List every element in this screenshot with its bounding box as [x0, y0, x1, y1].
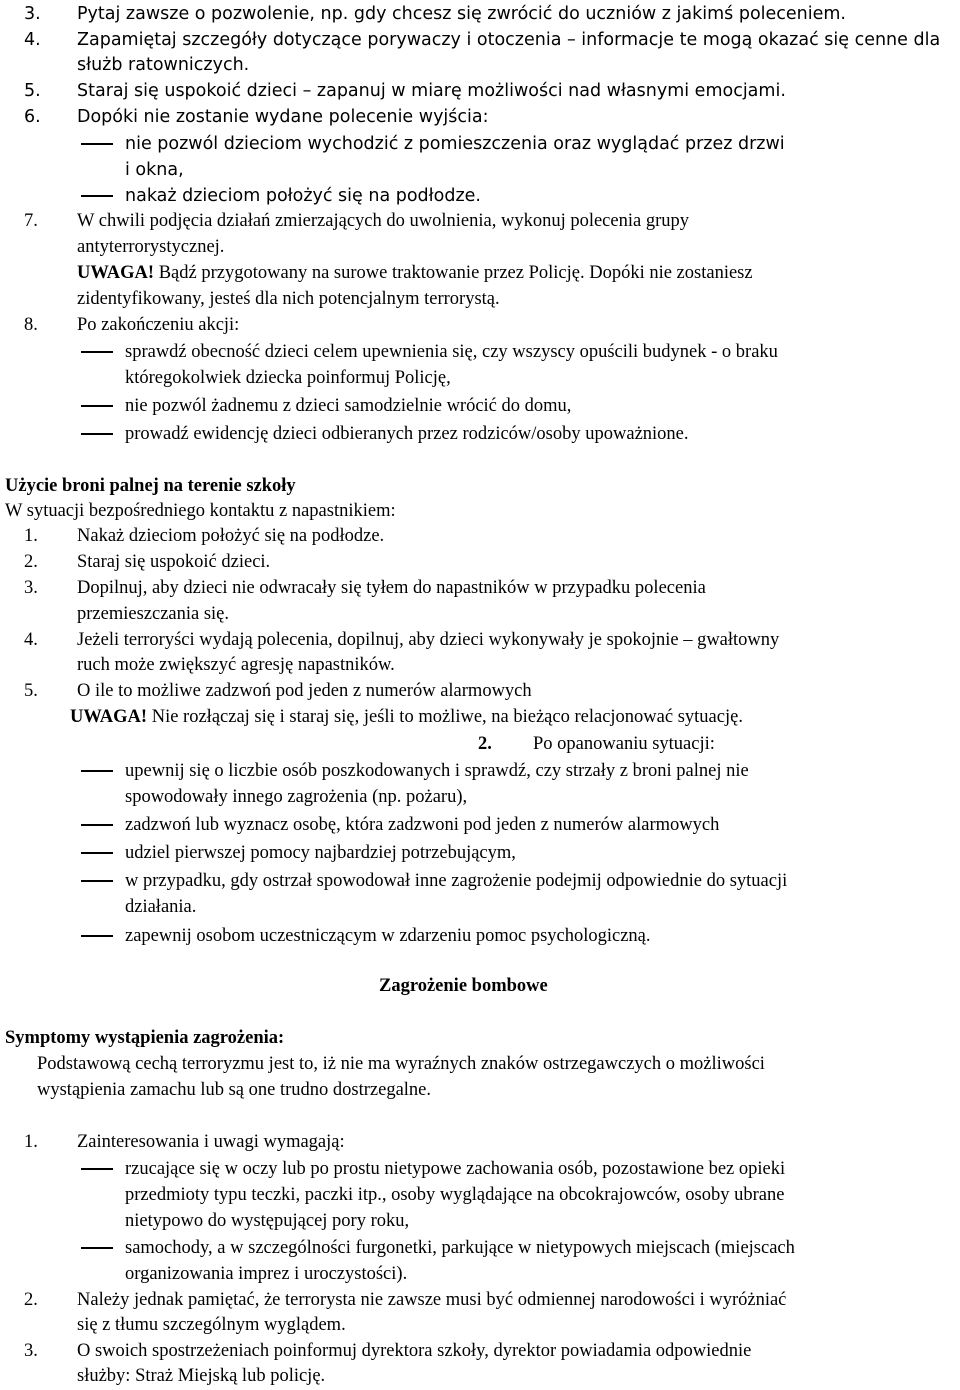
- list-number: 3.: [24, 578, 38, 598]
- warning-text: Nie rozłączaj się i staraj się, jeśli to możliwe, na bieżąco relacjonować sytuację.: [151, 707, 743, 727]
- bullet-dash: [81, 1247, 113, 1249]
- list-item-text: Zainteresowania i uwagi wymagają:: [77, 1132, 345, 1152]
- bullet-text: nie pozwól dzieciom wychodzić z pomieszczenia oraz wyglądać przez drzwi: [125, 134, 785, 154]
- bullet-text: nietypowo do występującej pory roku,: [125, 1211, 410, 1231]
- section-title: Zagrożenie bombowe: [379, 976, 548, 996]
- bullet-text: samochody, a w szczególności furgonetki, parkujące w nietypowych miejscach (miejscach: [125, 1238, 795, 1258]
- bullet-text: działania.: [125, 897, 197, 917]
- section-intro: W sytuacji bezpośredniego kontaktu z napastnikiem:: [5, 501, 396, 521]
- list-number: 7.: [24, 211, 38, 231]
- warning-text: zidentyfikowany, jesteś dla nich potencjalnym terrorystą.: [77, 289, 500, 309]
- list-item-text: przemieszczania się.: [77, 604, 230, 624]
- list-item-text: Dopóki nie zostanie wydane polecenie wyjścia:: [77, 107, 489, 127]
- list-number: 3.: [24, 4, 41, 24]
- bullet-text: udziel pierwszej pomocy najbardziej potrzebującym,: [125, 843, 516, 863]
- list-item-text: Staraj się uspokoić dzieci – zapanuj w miarę możliwości nad własnymi emocjami.: [77, 81, 786, 101]
- warning-text: Bądź przygotowany na surowe traktowanie przez Policję. Dopóki nie zostaniesz: [158, 263, 753, 283]
- list-item-text: Po zakończeniu akcji:: [77, 315, 240, 335]
- list-number: 2.: [24, 552, 38, 572]
- bullet-dash: [81, 433, 113, 435]
- list-item-text: Pytaj zawsze o pozwolenie, np. gdy chcesz się zwrócić do uczniów z jakimś poleceniem.: [77, 4, 846, 24]
- list-item-text: służby: Straż Miejską lub policję.: [77, 1366, 326, 1386]
- section-heading: Użycie broni palnej na terenie szkoły: [5, 476, 296, 496]
- warning-line: [70, 704, 743, 730]
- warning-line: [77, 260, 753, 286]
- list-item-text: Staraj się uspokoić dzieci.: [77, 552, 271, 572]
- list-number: 5.: [24, 681, 38, 701]
- warning-label: UWAGA!: [70, 707, 148, 727]
- list-item-text: O ile to możliwe zadzwoń pod jeden z numerów alarmowych: [77, 681, 532, 701]
- paragraph: wystąpienia zamachu lub są one trudno dostrzegalne.: [37, 1080, 432, 1100]
- list-number: 8.: [24, 315, 38, 335]
- bullet-text: nakaż dzieciom położyć się na podłodze.: [125, 186, 481, 206]
- bullet-text: i okna,: [125, 160, 184, 180]
- list-number: 3.: [24, 1341, 38, 1361]
- list-number: 4.: [24, 30, 41, 50]
- bullet-text: któregokolwiek dziecka poinformuj Policję,: [125, 368, 451, 388]
- bullet-dash: [81, 824, 113, 826]
- bullet-dash: [81, 852, 113, 854]
- bullet-dash: [81, 1168, 113, 1170]
- bullet-text: zapewnij osobom uczestniczącym w zdarzeniu pomoc psychologiczną.: [125, 926, 651, 946]
- bullet-text: zadzwoń lub wyznacz osobę, która zadzwoni pod jeden z numerów alarmowych: [125, 815, 720, 835]
- paragraph: Podstawową cechą terroryzmu jest to, iż nie ma wyraźnych znaków ostrzegawczych o możliwości: [37, 1054, 765, 1074]
- bullet-text: sprawdź obecność dzieci celem upewnienia się, czy wszyscy opuścili budynek - o braku: [125, 342, 778, 362]
- warning-label: UWAGA!: [77, 263, 155, 283]
- bullet-dash: [81, 880, 113, 882]
- section-heading: Symptomy wystąpienia zagrożenia:: [5, 1028, 285, 1048]
- list-item-text: się z tłumu szczególnym wyglądem.: [77, 1315, 346, 1335]
- list-item-text: O swoich spostrzeżeniach poinformuj dyrektora szkoły, dyrektor powiadamia odpowiednie: [77, 1341, 752, 1361]
- list-item-text: Nakaż dzieciom położyć się na podłodze.: [77, 526, 385, 546]
- list-item-text: ruch może zwiększyć agresję napastników.: [77, 655, 395, 675]
- list-number: 1.: [24, 1132, 38, 1152]
- list-number: 5.: [24, 81, 41, 101]
- bullet-text: upewnij się o liczbie osób poszkodowanych i sprawdź, czy strzały z broni palnej nie: [125, 761, 749, 781]
- list-item-text: Zapamiętaj szczegóły dotyczące porywaczy i otoczenia – informacje te mogą okazać się cenne dla: [77, 30, 941, 50]
- bullet-dash: [81, 935, 113, 937]
- bullet-text: nie pozwól żadnemu z dzieci samodzielnie wrócić do domu,: [125, 396, 572, 416]
- bullet-text: spowodowały innego zagrożenia (np. pożaru),: [125, 787, 468, 807]
- bullet-text: prowadź ewidencję dzieci odbieranych przez rodziców/osoby upoważnione.: [125, 424, 689, 444]
- bullet-text: rzucające się w oczy lub po prostu nietypowe zachowania osób, pozostawione bez opieki: [125, 1159, 786, 1179]
- list-number: 1.: [24, 526, 38, 546]
- list-number: 6.: [24, 107, 41, 127]
- bullet-dash: [81, 143, 113, 145]
- list-number: 4.: [24, 630, 38, 650]
- bullet-dash: [81, 770, 113, 772]
- list-item-text: W chwili podjęcia działań zmierzających do uwolnienia, wykonuj polecenia grupy: [77, 211, 689, 231]
- list-number: 2.: [478, 734, 492, 754]
- list-item-text: Dopilnuj, aby dzieci nie odwracały się tyłem do napastników w przypadku polecenia: [77, 578, 706, 598]
- bullet-dash: [81, 351, 113, 353]
- list-item-text: Należy jednak pamiętać, że terrorysta nie zawsze musi być odmiennej narodowości i wyróżniać: [77, 1290, 787, 1310]
- bullet-text: w przypadku, gdy ostrzał spowodował inne zagrożenie podejmij odpowiednie do sytuacji: [125, 871, 788, 891]
- list-item-text: Jeżeli terroryści wydają polecenia, dopilnuj, aby dzieci wykonywały je spokojnie – gwałtowny: [77, 630, 780, 650]
- list-item-text: antyterrorystycznej.: [77, 237, 225, 257]
- bullet-text: organizowania imprez i uroczystości).: [125, 1264, 408, 1284]
- list-item-text: służb ratowniczych.: [77, 55, 250, 75]
- bullet-dash: [81, 405, 113, 407]
- list-number: 2.: [24, 1290, 38, 1310]
- bullet-text: przedmioty typu teczki, paczki itp., osoby wyglądające na obcokrajowców, osoby ubrane: [125, 1185, 785, 1205]
- list-item-text: Po opanowaniu sytuacji:: [533, 734, 715, 754]
- bullet-dash: [81, 195, 113, 197]
